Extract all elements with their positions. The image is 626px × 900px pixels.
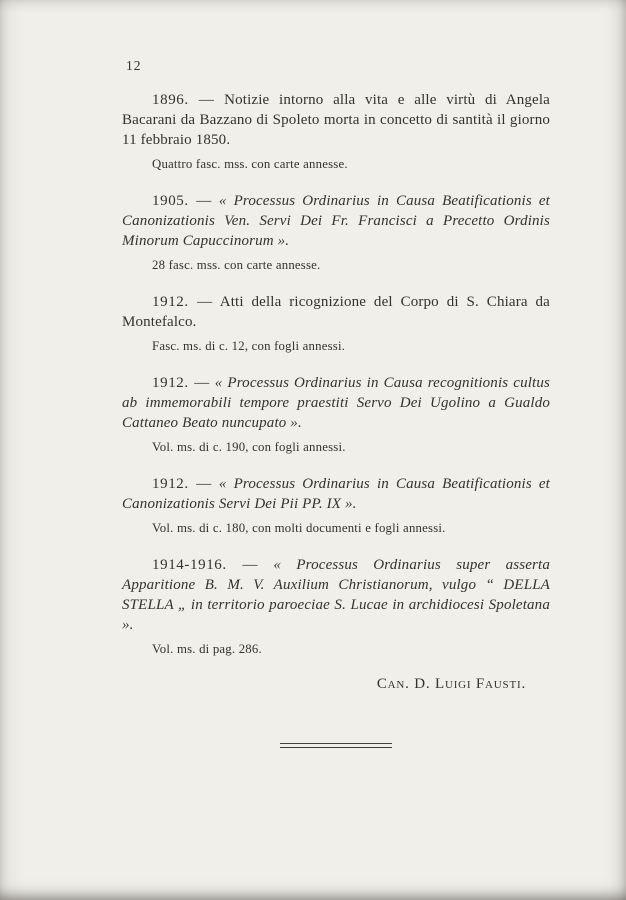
entry — [122, 90, 550, 173]
entry-body: « Processus Ordinarius in Causa Beatificationis et Canonizationis Ven. Servi Dei Fr. Francisci a Precetto Ordinis Minorum Capuccinorum ». — [122, 193, 551, 249]
entry-date: 1914-1916. — — [152, 557, 259, 573]
entry-note: Vol. ms. di c. 190, con fogli annessi. — [152, 440, 346, 454]
entry-paragraph — [122, 474, 550, 514]
entry-paragraph — [122, 191, 550, 251]
entry-date: 1905. — — [152, 193, 212, 209]
entry-note: Vol. ms. di pag. 286. — [152, 642, 262, 656]
entry-paragraph — [122, 292, 550, 332]
entry-body: Notizie intorno alla vita e alle virtù di Angela Bacarani da Bazzano di Spoleto morta in concetto di santità il giorno 11 febbraio 1850. — [122, 92, 550, 148]
entry-date: 1912. — — [152, 375, 210, 391]
entry-date: 1896. — — [152, 92, 215, 108]
entry-note: 28 fasc. mss. con carte annesse. — [152, 258, 321, 272]
entry-body: « Processus Ordinarius super asserta Apparitione B. M. V. Auxilium Christianorum, vulgo “ DELLA STELLA „ in territorio paroeciae S. Lucae in archidiocesi Spoletana ». — [122, 557, 550, 633]
entry-date: 1912. — — [152, 476, 212, 492]
entry-body: « Processus Ordinarius in Causa Beatificationis et Canonizationis Servi Dei Pii PP. IX ». — [122, 476, 551, 512]
entry-note: Fasc. ms. di c. 12, con fogli annessi. — [152, 339, 346, 353]
entry-note: Quattro fasc. mss. con carte annesse. — [152, 157, 348, 171]
entries — [122, 90, 550, 658]
page-number: 12 — [126, 58, 142, 73]
entry — [122, 373, 550, 456]
entry-body: « Processus Ordinarius in Causa recognitionis cultus ab immemorabili tempore praestiti Servo Dei Ugolino a Gualdo Cattaneo Beato nuncupato ». — [122, 375, 550, 431]
entry — [122, 555, 550, 658]
entry-paragraph — [122, 555, 550, 635]
entry-paragraph — [122, 373, 550, 433]
entry — [122, 474, 550, 537]
entry-body: Atti della ricognizione del Corpo di S. Chiara da Montefalco. — [122, 294, 550, 330]
entry — [122, 191, 550, 274]
signature: Can. D. Luigi Fausti. — [376, 676, 526, 692]
entry — [122, 292, 550, 355]
entry-paragraph — [122, 90, 550, 150]
entry-date: 1912. — — [152, 294, 213, 310]
entry-note: Vol. ms. di c. 180, con molti documenti e fogli annessi. — [152, 521, 446, 535]
end-rule — [280, 743, 392, 748]
